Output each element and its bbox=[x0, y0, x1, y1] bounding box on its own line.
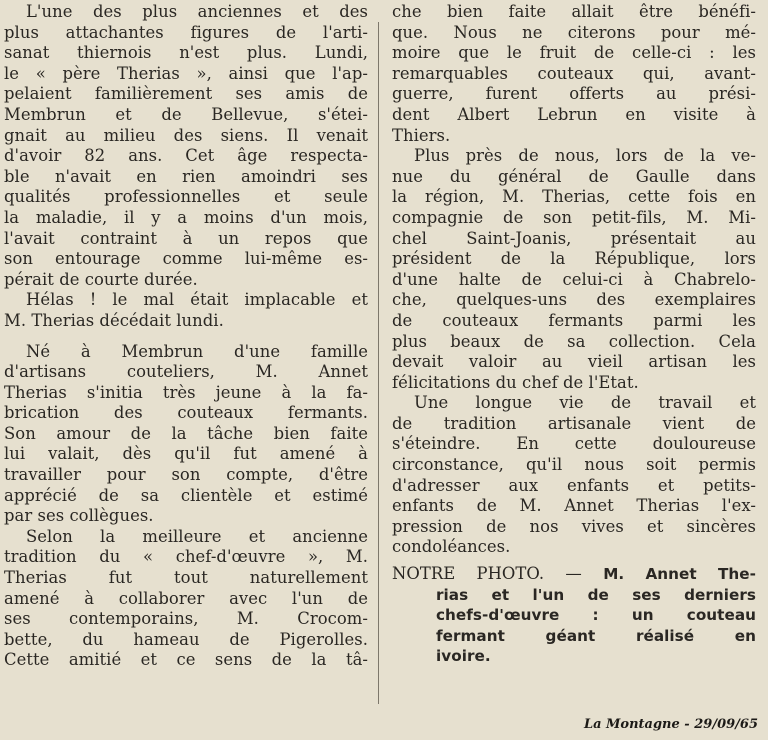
text-line: Membrun et de Bellevue, s'étei- bbox=[4, 104, 368, 124]
text-line: d'avoir 82 ans. Cet âge respecta- bbox=[4, 146, 368, 166]
text-line: Thiers. bbox=[392, 125, 451, 145]
text-line: la région, M. Therias, cette fois en bbox=[392, 187, 756, 207]
column-divider bbox=[378, 22, 379, 704]
article-column-left bbox=[4, 2, 368, 671]
caption-line: rias et l'un de ses derniers bbox=[436, 585, 756, 604]
text-line: que. Nous ne citerons pour mé- bbox=[392, 22, 756, 42]
text-line: ses contemporains, M. Crocom- bbox=[4, 609, 368, 629]
text-line: son entourage comme lui-même es- bbox=[4, 249, 368, 269]
text-line: che, quelques-uns des exemplaires bbox=[392, 290, 756, 310]
text-line: remarquables couteaux qui, avant- bbox=[392, 63, 756, 83]
text-line: apprécié de sa clientèle et estimé bbox=[4, 485, 368, 505]
text-line: L'une des plus anciennes et des bbox=[26, 2, 368, 21]
caption-line: fermant géant réalisé en bbox=[436, 626, 756, 645]
text-line: pérait de courte durée. bbox=[4, 269, 198, 289]
text-line: circonstance, qu'il nous soit permis bbox=[392, 455, 756, 475]
article-column-right bbox=[392, 2, 756, 667]
caption-line: chefs-d'œuvre : un couteau bbox=[436, 606, 756, 625]
text-line: lui valait, dès qu'il fut amené à bbox=[4, 444, 368, 464]
text-line: par ses collègues. bbox=[4, 506, 154, 526]
text-line: l'avait contraint à un repos que bbox=[4, 228, 368, 248]
text-line: s'éteindre. En cette douloureuse bbox=[392, 434, 756, 454]
text-line: Selon la meilleure et ancienne bbox=[26, 526, 368, 546]
text-line: Hélas ! le mal était implacable et bbox=[26, 290, 368, 310]
text-line: Plus près de nous, lors de la ve- bbox=[414, 146, 756, 166]
text-line: nue du général de Gaulle dans bbox=[392, 166, 756, 186]
text-line: de tradition artisanale vient de bbox=[392, 413, 756, 433]
text-line: président de la République, lors bbox=[392, 249, 756, 269]
text-line: la maladie, il y a moins d'un mois, bbox=[4, 207, 368, 227]
text-line: dent Albert Lebrun en visite à bbox=[392, 104, 756, 124]
text-line: plus beaux de sa collection. Cela bbox=[392, 331, 756, 351]
text-line: guerre, furent offerts au prési- bbox=[392, 84, 756, 104]
text-line: amené à collaborer avec l'un de bbox=[4, 588, 368, 608]
text-line: Une longue vie de travail et bbox=[414, 393, 756, 413]
text-line: travailler pour son compte, d'être bbox=[4, 465, 368, 485]
text-line: sanat thiernois n'est plus. Lundi, bbox=[4, 43, 368, 63]
text-line: gnait au milieu des siens. Il venait bbox=[4, 125, 368, 145]
text-line: qualités professionnelles et seule bbox=[4, 187, 368, 207]
source-citation: La Montagne - 29/09/65 bbox=[583, 717, 758, 732]
text-line: félicitations du chef de l'Etat. bbox=[392, 372, 639, 392]
text-line: compagnie de son petit-fils, M. Mi- bbox=[392, 207, 756, 227]
text-line: condoléances. bbox=[392, 537, 511, 557]
text-line: Cette amitié et ce sens de la tâ- bbox=[4, 650, 368, 670]
photo-caption bbox=[392, 564, 756, 667]
text-line: Né à Membrun d'une famille bbox=[26, 341, 368, 361]
text-line: d'une halte de celui-ci à Chabrelo- bbox=[392, 269, 756, 289]
text-line: Therias s'initia très jeune à la fa- bbox=[4, 382, 368, 402]
text-line: Son amour de la tâche bien faite bbox=[4, 423, 368, 443]
text-line: Therias fut tout naturellement bbox=[4, 568, 368, 588]
text-line: ble n'avait en rien amoindri ses bbox=[4, 166, 368, 186]
caption-lead: NOTRE PHOTO. — bbox=[392, 564, 582, 584]
caption-line: ivoire. bbox=[436, 647, 491, 666]
caption-line: M. Annet The- bbox=[603, 565, 756, 584]
text-line: d'artisans couteliers, M. Annet bbox=[4, 362, 368, 382]
text-line: d'adresser aux enfants et petits- bbox=[392, 475, 756, 495]
text-line: pelaient familièrement ses amis de bbox=[4, 84, 368, 104]
text-line: che bien faite allait être bénéfi- bbox=[392, 2, 756, 21]
text-line: moire que le fruit de celle-ci : les bbox=[392, 43, 756, 63]
text-line: pression de nos vives et sincères bbox=[392, 516, 756, 536]
text-line: tradition du « chef-d'œuvre », M. bbox=[4, 547, 368, 567]
text-line: le « père Therias », ainsi que l'ap- bbox=[4, 63, 368, 83]
text-line: brication des couteaux fermants. bbox=[4, 403, 368, 423]
text-line: plus attachantes figures de l'arti- bbox=[4, 22, 368, 42]
text-line: devait valoir au vieil artisan les bbox=[392, 352, 756, 372]
text-line: enfants de M. Annet Therias l'ex- bbox=[392, 496, 756, 516]
text-line: M. Therias décédait lundi. bbox=[4, 310, 224, 330]
text-line: de couteaux fermants parmi les bbox=[392, 310, 756, 330]
text-line: chel Saint-Joanis, présentait au bbox=[392, 228, 756, 248]
text-line: bette, du hameau de Pigerolles. bbox=[4, 629, 368, 649]
